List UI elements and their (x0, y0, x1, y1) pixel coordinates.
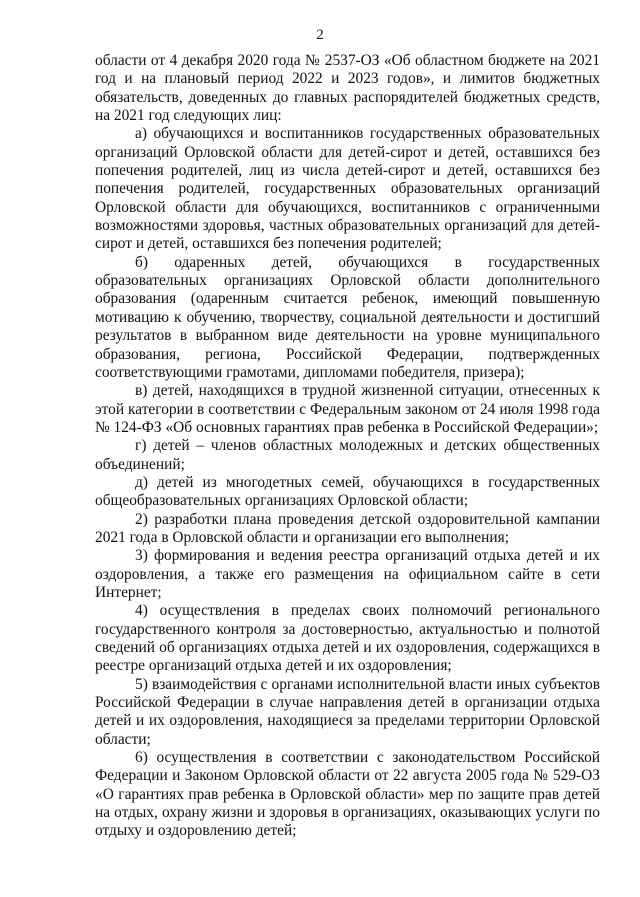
paragraph-item-2: 2) разработки плана проведения детской оздоровительной кампании 2021 года в Орловской области и организации его выполнения; (95, 510, 600, 546)
paragraph-item-3: 3) формирования и ведения реестра организаций отдыха детей и их оздоровления, а также его размещения на официальном сайте в сети Интернет; (95, 547, 600, 601)
paragraph-item-a: а) обучающихся и воспитанников государственных образовательных организаций Орловской области для детей-сирот и детей, оставшихся без попечения родителей, лиц из числа детей-сирот и детей, оставшихся без попечения родителей, государственных образовательных организаций Орловской области для обучающихся, воспитанников с ограниченными возможностями здоровья, частных образовательных организаций для детей-сирот и детей, оставшихся без попечения родителей; (95, 125, 600, 253)
paragraph-item-6: 6) осуществления в соответствии с законодательством Российской Федерации и Законом Орловской области от 22 августа 2005 года № 529-ОЗ «О гарантиях прав ребенка в Орловской области» мер по защите прав детей на отдых, охрану жизни и здоровья в организациях, оказывающих услуги по отдыху и оздоровлению детей; (95, 749, 600, 840)
paragraph-continuation: области от 4 декабря 2020 года № 2537-ОЗ «Об областном бюджете на 2021 год и на плановый период 2022 и 2023 годов», и лимитов бюджетных обязательств, доведенных до главных распорядителей бюджетных средств, на 2021 год следующих лиц: (95, 52, 600, 125)
paragraph-item-b: б) одаренных детей, обучающихся в государственных образовательных организациях Орловской области дополнительного образования (одаренным считается ребенок, имеющий повышенную мотивацию к обучению, творчеству, социальной деятельности и достигший результатов в выбранном виде деятельности на уровне муниципального образования, региона, Российской Федерации, подтвержденных соответствующими грамотами, дипломами победителя, призера); (95, 253, 600, 381)
paragraph-item-g: г) детей – членов областных молодежных и детских общественных объединений; (95, 437, 600, 473)
document-body (95, 52, 600, 841)
paragraph-item-d: д) детей из многодетных семей, обучающихся в государственных общеобразовательных организациях Орловской области; (95, 473, 600, 510)
page-number: 2 (316, 27, 324, 43)
paragraph-item-v: в) детей, находящихся в трудной жизненной ситуации, отнесенных к этой категории в соответствии с Федеральным законом от 24 июля 1998 года № 124-ФЗ «Об основных гарантиях прав ребенка в Российской Федерации»; (95, 382, 600, 436)
paragraph-item-5: 5) взаимодействия с органами исполнительной власти иных субъектов Российской Федерации в случае направления детей в организации отдыха детей и их оздоровления, находящиеся за пределами территории Орловской области; (95, 675, 600, 748)
paragraph-item-4: 4) осуществления в пределах своих полномочий регионального государственного контроля за достоверностью, актуальностью и полнотой сведений об организациях отдыха детей и их оздоровления, содержащихся в реестре организаций отдыха детей и их оздоровления; (95, 602, 600, 675)
